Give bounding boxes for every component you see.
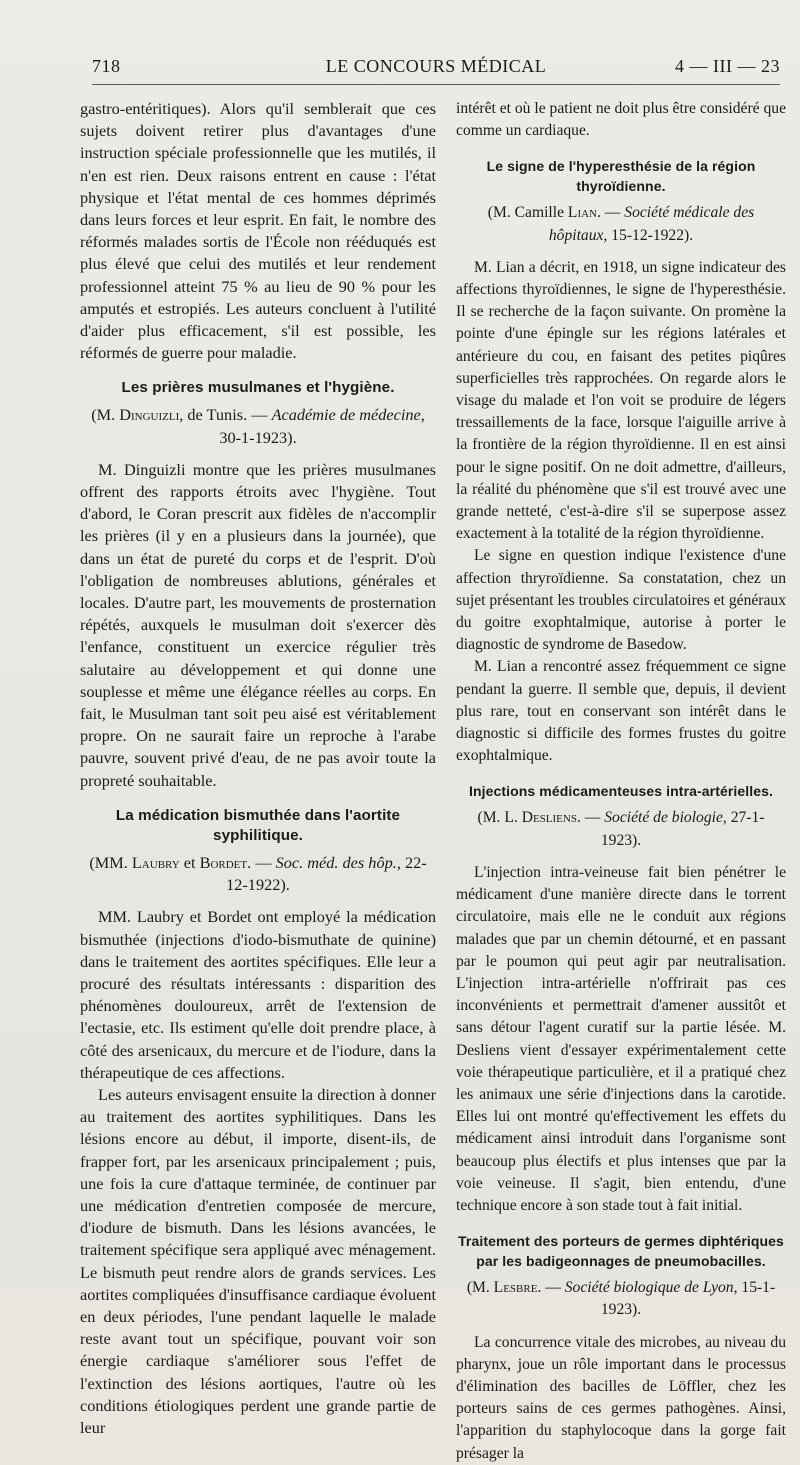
author-name: Lesbre: [493, 1279, 538, 1297]
left-column: [80, 98, 436, 1439]
source-name: Société de biologie: [604, 809, 723, 827]
article-body: M. Lian a rencontré assez fréquemment ce signe pendant la guerre. Il semble que, depuis, il devient plus rare, tout en conservant son intérêt dans le diagnostic si difficile des formes frustes du goitre exophtalmique.: [456, 658, 786, 765]
article-body: MM. Laubry et Bordet ont employé la médication bismuthée (injections d'iodo-bismuthate de quinine) dans le traitement des aortites spécifiques. Elle leur a procuré des résultats intéressants : disparition des phénomènes douloureux, arrêt de l'extension de l'ectasie, etc. Ils estiment qu'elle doit prendre place, à côté des arsenicaux, du mercure et de l'iodure, dans la thérapeutique de ces affections.: [80, 907, 436, 1082]
article-body: La concurrence vitale des microbes, au niveau du pharynx, joue un rôle important dans le processus d'élimination des bacilles de Löffler, chez les porteurs sains de ces germes pathogènes. Ainsi, l'apparition du staphylocoque dans la gorge fait présager la: [456, 1333, 786, 1462]
author-name: Bordet: [199, 852, 248, 872]
continued-paragraph: intérêt et où le patient ne doit plus être considéré que comme un cardiaque.: [456, 100, 786, 140]
article-reference: (M. Camille Lian. — Société médicale des hôpitaux, 15-12-1922).: [487, 204, 755, 244]
right-column: [456, 98, 786, 1465]
article-body: M. Lian a décrit, en 1918, un signe indicateur des affections thyroïdiennes, le signe de l'hyperesthésie. Il se recherche de la façon suivante. On promène la pointe d'une épingle sur les régions latérales et antérieure du cou, en faisant des petites piqûres superficielles très rapprochées. On regarde alors le visage du malade et l'on voit se produire de légers tressaillements de la face, lorsque l'aiguille arrive à la frontière de la région thyroïdienne. Il en est ainsi pour le signe positif. On ne doit admettre, d'ailleurs, la réalité du phénomène que s'il est trouvé avec une grande netteté, c'est-à-dire s'il se superpose assez exactement à la totalité de la région thyroïdienne.: [456, 258, 786, 543]
article-title-injections: Injections médicamenteuses intra-artérielles.: [468, 783, 774, 800]
article-title-diphtheria: Traitement des porteurs de germes diphtériques par les badigeonnages de pneumobacilles.: [458, 1233, 784, 1270]
article-reference: (M. Dinguizli, de Tunis. — Académie de médecine, 30-1-1923).: [91, 405, 425, 447]
running-head: [92, 50, 780, 85]
journal-title: LE CONCOURS MÉDICAL: [325, 56, 547, 76]
article-title-bismuth: La médication bismuthée dans l'aortite syphilitique.: [115, 806, 401, 844]
article-reference: (M. L. Desliens. — Société de biologie, 27-1-1923).: [477, 809, 765, 849]
article-body: M. Dinguizli montre que les prières musulmanes offrent des rapports étroits avec l'hygiène. Tout d'abord, le Coran prescrit aux fidèles de n'accomplir les prières (il y en a plusieurs dans la journée), que dans un état de pureté du corps et de l'esprit. D'où l'obligation de nombreuses ablutions, générales et locales. D'autre part, les mouvements de prosternation répétés, auxquels le musulman doit s'exercer dès l'enfance, constituent un exercice régulier très salutaire au développement et qui donne une souplesse et même une élégance réelles au corps. En fait, le Musulman tant soit peu aisé est véritablement propre. On ne saurait faire un reproche à l'arabe pauvre, souvent privé d'eau, de ne pas avoir toute la propreté souhaitable.: [80, 459, 436, 790]
page-number: 718: [92, 56, 121, 76]
issue-date: 4 — III — 23: [675, 56, 780, 76]
article-body: L'injection intra-veineuse fait bien pénétrer le médicament d'une manière directe dans le torrent circulatoire, mais elle ne le conduit aux régions malades que par un chemin détourné, et en passant par le poumon qui peut agir par neutralisation. L'injection intra-artérielle n'offrirait pas ces inconvénients et permettrait d'amener aussitôt et sans détour l'agent curatif sur la partie lésée. M. Desliens vient d'essayer expérimentalement cette voie thérapeutique particulière, et il a pratiqué chez les animaux une série d'injections dans la carotide. Elles lui ont montré qu'effectivement les effets du médicament ainsi introduit dans l'organisme sont beaucoup plus électifs et plus intenses que par la voie veineuse. Il s'agit, bien entendu, d'une technique encore à son stade tout à fait initial.: [456, 863, 786, 1214]
continued-paragraph: gastro-entéritiques). Alors qu'il semblerait que ces sujets doivent retirer plus d'avantages d'une instruction spéciale professionnelle que les mutilés, il n'en est rien. Deux raisons entrent en cause : l'état physique et l'état mental de ces hommes déprimés dans leurs forces et leur esprit. En fait, le nombre des réformés malades sortis de l'École non rééduqués est plus élevé que celui des mutilés et leur rendement professionnel atteint 75 % au lieu de 90 % pour les amputés et estropiés. Les auteurs concluent à l'utilité d'aider plus efficacement, s'il est possible, les réformés de guerre pour maladie.: [80, 99, 436, 363]
source-name: Académie de médecine: [271, 405, 421, 425]
article-reference: (MM. Laubry et Bordet. — Soc. méd. des hôp., 22-12-1922).: [89, 852, 427, 895]
article-body: Les auteurs envisagent ensuite la direction à donner au traitement des aortites syphilitiques. Dans les lésions encore au début, il importe, disent-ils, de frapper fort, par les arsenicaux principalement ; puis, une fois la cure d'attaque terminée, de continuer par une médication d'entretien composée de mercure, d'iodure de bismuth. Dans les lésions avancées, le traitement spécifique sera appliqué avec ménagement. Le bismuth peut rendre alors de grands services. Les aortites compliquées d'insuffisance cardiaque évoluent en deux périodes, l'une pendant laquelle le malade reste avant tout un spécifique, pouvant voir son énergie cardiaque s'améliorer sous l'effet de l'extinction des lésions aortiques, l'autre où les conditions étiologiques perdent une grande partie de leur: [80, 1084, 436, 1437]
source-name: Société médicale des hôpitaux: [548, 204, 755, 244]
source-name: Soc. méd. des hôp.: [275, 852, 397, 872]
author-name: Dinguizli: [119, 405, 180, 425]
article-title-prieres: Les prières musulmanes et l'hygiène.: [121, 379, 395, 397]
article-reference: (M. Lesbre. — Société biologique de Lyon, 15-1-1923).: [466, 1279, 776, 1319]
author-name: Desliens: [521, 809, 577, 827]
author-name: Laubry: [131, 852, 180, 872]
article-title-thyroid: Le signe de l'hyperesthésie de la région thyroïdienne.: [486, 158, 756, 195]
source-name: Société biologique de Lyon: [564, 1279, 734, 1297]
author-name: Lian: [567, 204, 597, 222]
article-body: Le signe en question indique l'existence d'une affection thryroïdienne. Sa constatation, chez un sujet présentant les troubles circulatoires et généraux du goitre exophtalmique, autorise à porter le diagnostic de syndrome de Basedow.: [456, 547, 786, 654]
